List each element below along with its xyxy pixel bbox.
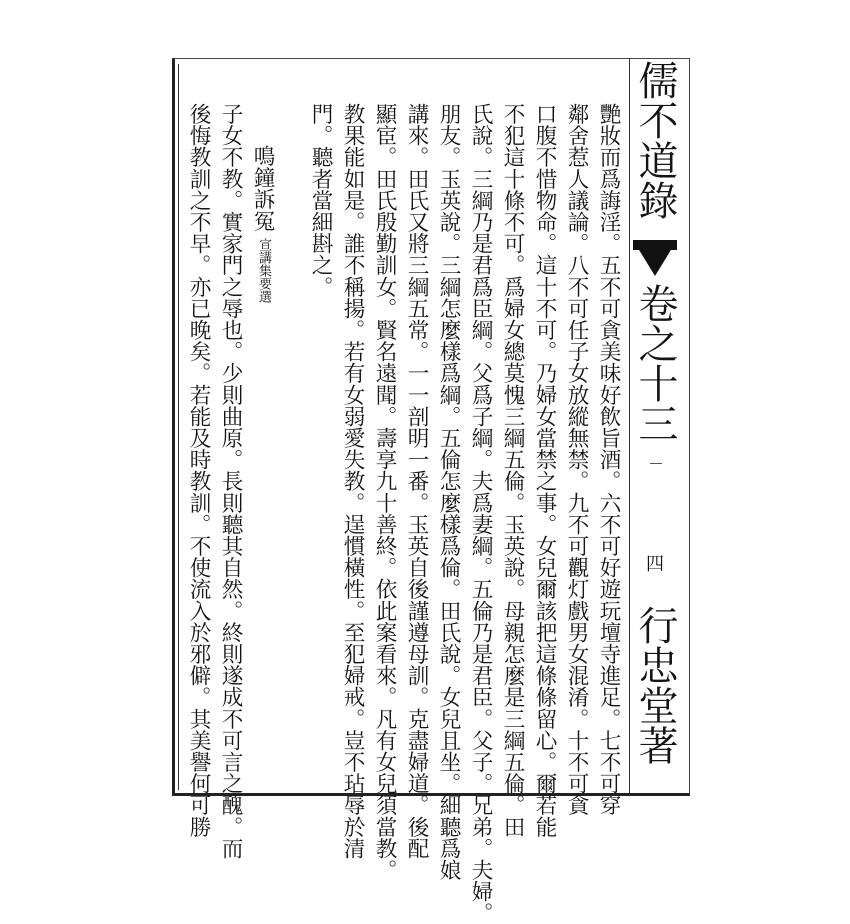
text-column: 不犯這十條不可。爲婦女總莫愧三綱五倫。玉英說。母親怎麼是三綱五倫。田 [500,103,525,838]
frame-inner-rule [178,64,179,790]
text-column: 氏說。三綱乃是君爲臣綱。父爲子綱。夫爲妻綱。五倫乃是君臣。父子。兄弟。夫婦。 [468,103,493,924]
fish-tail-mark [633,240,677,276]
text-column: 講來。田氏又將三綱五常。一一剖明一番。玉英自後謹遵母訓。克盡婦道。後配 [404,103,429,859]
page-number: 四 [643,554,664,572]
banxin-divider [629,58,630,796]
divider-mark [650,463,662,464]
text-column: 口腹不惜物命。這十不可。乃婦女當禁之事。女兒爾該把這條條留心。爾若能 [532,103,557,838]
text-column: 朋友。玉英說。三綱怎麼樣爲綱。五倫怎麼樣爲倫。田氏說。女兒且坐。細聽爲娘 [436,103,461,881]
text-column: 顯宦。田氏殷勤訓女。賢名遠聞。壽享九十善終。依此案看來。凡有女兒須當教。 [372,103,397,881]
text-column: 艷妝而爲誨淫。五不可貪美味好飲旨酒。六不可好遊玩壇寺進足。七不可穿 [596,103,621,816]
text-column: 教果能如是。誰不稱揚。若有女弱愛失教。逞慣橫性。至犯婦戒。豈不玷辱於清 [340,103,365,859]
text-column: 後悔教訓之不早。亦已晚矣。若能及時教訓。不使流入於邪僻。其美譽何可勝 [186,103,211,838]
section-source: 宣講集要選 [256,238,271,303]
publisher-name: 行忠堂著 [632,605,678,765]
text-column: 子女不教。實家門之辱也。少則曲原。長則聽其自然。終則遂成不可言之醜。而 [218,103,243,859]
section-title: 鳴鐘訴冤 [250,145,275,232]
volume-label: 卷之十三 [632,283,678,443]
text-column: 鄰舍惹人議論。八不可任子女放縱無禁。九不可觀灯戲男女混淆。十不可貪 [564,103,589,816]
text-column: 門。聽者當細斟之。 [308,103,333,298]
book-title: 儒不道錄 [632,60,678,220]
